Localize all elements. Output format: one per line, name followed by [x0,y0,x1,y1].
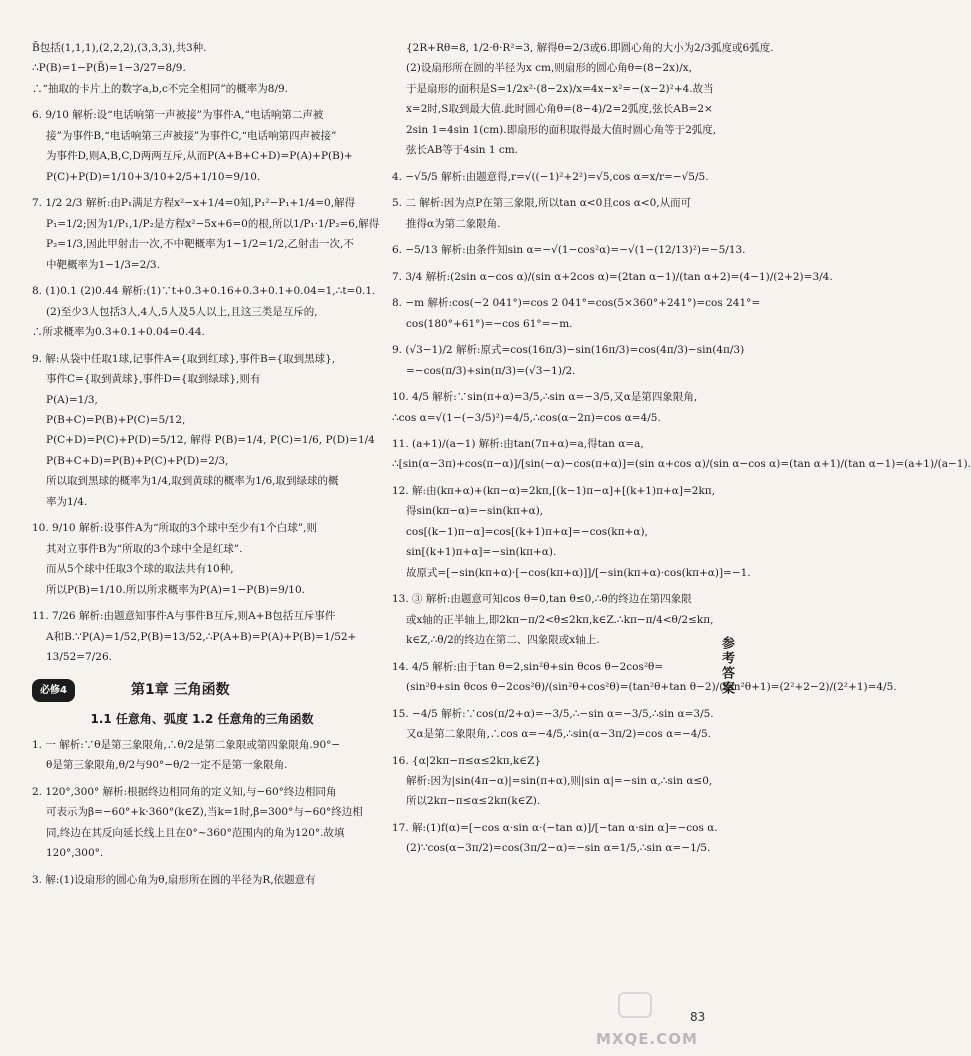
answer-line: 120°,300°. [46,847,104,860]
answer-line: 11. 7/26 解析:由题意知事件A与事件B互斥,则A+B包括互斥事件 [32,610,336,623]
answer-line: k∈Z,∴θ/2的终边在第二、四象限或x轴上. [406,634,600,647]
answer-line: ∴[sin(α−3π)+cos(π−α)]/[sin(−α)−cos(π+α)]=(sin α+cos α)/(sin α−cos α)=(tan α+1)/(tan α−1)=(a+1)/(a−1). [392,458,971,471]
watermark-logo-icon [618,992,652,1018]
answer-line: 16. {α|2kπ−π≤α≤2kπ,k∈Z} [392,754,542,767]
answer-line: P(A)=1/3, [46,393,98,406]
answer-line: P₁=1/2;因为1/P₁,1/P₂是方程x²−5x+6=0的根,所以1/P₁·1/P₂=6,解得 [46,217,380,230]
left-column [32,38,380,890]
answer-line: P(B+C)=P(B)+P(C)=5/12, [46,413,186,426]
answer-line: 10. 9/10 解析:设事件A为“所取的3个球中至少有1个白球”,则 [32,522,318,535]
answer-line: ∴P(B)=1−P(B̄)=1−3/27=8/9. [32,62,186,75]
answer-line: 又α是第二象限角,∴cos α=−4/5,∴sin(α−3π/2)=cos α=−4/5. [406,728,711,741]
answer-line: 8. (1)0.1 (2)0.44 解析:(1)∵t+0.3+0.16+0.3+0.1+0.04=1,∴t=0.1. [32,285,376,298]
answer-line: 6. 9/10 解析:设“电话响第一声被接”为事件A,“电话响第二声被 [32,109,324,122]
section-title: 1.1 任意角、弧度 1.2 任意角的三角函数 [90,711,314,726]
answer-line: 或x轴的正半轴上,即2kπ−π/2<θ≤2kπ,k∈Z.∴kπ−π/4<θ/2≤kπ, [406,613,714,626]
answer-line: 2sin 1=4sin 1(cm).即扇形的面积取得最大值时圆心角等于2弧度, [406,123,717,136]
answer-line: 11. (a+1)/(a−1) 解析:由tan(7π+α)=a,得tan α=a, [392,437,644,450]
answer-line: 同,终边在其反向延长线上且在0°~360°范围内的角为120°.故填 [46,826,345,839]
answer-line: 1. 一 解析:∵θ是第三象限角,∴θ/2是第二象限或第四象限角.90°− [32,738,341,751]
answer-line: (2)设扇形所在圆的半径为x cm,则扇形的圆心角θ=(8−2x)/x, [406,62,692,75]
answer-line: 而从5个球中任取3个球的取法共有10种, [46,563,234,576]
answer-line: 12. 解:由(kπ+α)+(kπ−α)=2kπ,[(k−1)π−α]+[(k+1)π+α]=2kπ, [392,484,716,497]
answer-line: 弦长AB等于4sin 1 cm. [406,144,519,157]
answer-line: 6. −5/13 解析:由条件知sin α=−√(1−cos²α)=−√(1−(12/13)²)=−5/13. [392,244,746,257]
answer-line: 故原式=[−sin(kπ+α)·[−cos(kπ+α)]]/[−sin(kπ+α)·cos(kπ+α)]=−1. [406,566,751,579]
answer-line: 于是扇形的面积是S=1/2x²·(8−2x)/x=4x−x²=−(x−2)²+4.故当 [406,82,714,95]
answer-line: 9. 解:从袋中任取1球,记事件A={取到红球},事件B={取到黑球}, [32,352,336,365]
answer-key-side-tab: 参考答案 [719,636,734,696]
page-number: 83 [690,1010,706,1024]
answer-line: (sin²θ+sin θcos θ−2cos²θ)/(sin²θ+cos²θ)=(tan²θ+tan θ−2)/(tan²θ+1)=(2²+2−2)/(2²+1)=4/5. [406,681,897,694]
answer-line: 可表示为β=−60°+k·360°(k∈Z),当k=1时,β=300°与−60°终边相 [46,806,363,819]
answer-line: θ是第三象限角,θ/2与90°−θ/2一定不是第一象限角. [46,759,288,772]
answer-line: 率为1/4. [46,495,88,508]
answer-line: x=2时,S取到最大值.此时圆心角θ=(8−4)/2=2弧度,弦长AB=2× [406,103,713,116]
answer-line: 8. −m 解析:cos(−2 041°)=cos 2 041°=cos(5×360°+241°)=cos 241°= [392,297,761,310]
answer-line: ∴“抽取的卡片上的数字a,b,c不完全相同”的概率为8/9. [32,82,289,95]
left-answer-lines [32,38,380,668]
answer-line: sin[(k+1)π+α]=−sin(kπ+α). [406,546,557,559]
left-answer-lines-chapter [32,735,372,890]
answer-line: 10. 4/5 解析:∵sin(π+α)=3/5,∴sin α=−3/5,又α是第四象限角, [392,391,698,404]
answer-line: 为事件D,则A,B,C,D两两互斥,从而P(A+B+C+D)=P(A)+P(B)+ [46,150,353,163]
answer-line: 7. 1/2 2/3 解析:由P₁满足方程x²−x+1/4=0知,P₁²−P₁+1/4=0,解得 [32,197,356,210]
answer-line: 7. 3/4 解析:(2sin α−cos α)/(sin α+2cos α)=(2tan α−1)/(tan α+2)=(4−1)/(2+2)=3/4. [392,270,833,283]
answer-line: 其对立事件B为“所取的3个球中全是红球”. [46,542,243,555]
answer-line: cos[(k−1)π−α]=cos[(k+1)π+α]=−cos(kπ+α), [406,525,648,538]
answer-line: 13. ③ 解析:由题意可知cos θ=0,tan θ≤0,∴θ的终边在第四象限 [392,593,692,606]
answer-line: ∴所求概率为0.3+0.1+0.04=0.44. [32,326,205,339]
answer-line: B̄包括(1,1,1),(2,2,2),(3,3,3),共3种. [32,42,207,54]
chapter-tag: 必修4 [32,679,75,703]
answer-line: 中靶概率为1−1/3=2/3. [46,258,160,271]
answer-line: 14. 4/5 解析:由于tan θ=2,sin²θ+sin θcos θ−2cos²θ= [392,660,664,673]
answer-line: 17. 解:(1)f(α)=[−cos α·sin α·(−tan α)]/[−tan α·sin α]=−cos α. [392,821,718,834]
answer-line: =−cos(π/3)+sin(π/3)=(√3−1)/2. [406,364,576,377]
answer-line: 15. −4/5 解析:∵cos(π/2+α)=−3/5,∴−sin α=−3/5,∴sin α=3/5. [392,707,714,720]
answer-line: 4. −√5/5 解析:由题意得,r=√((−1)²+2²)=√5,cos α=x/r=−√5/5. [392,170,709,183]
answer-line: P(C+D)=P(C)+P(D)=5/12, 解得 P(B)=1/4, P(C)=1/6, P(D)=1/4 [46,434,375,447]
answer-line: 9. (√3−1)/2 解析:原式=cos(16π/3)−sin(16π/3)=cos(4π/3)−sin(4π/3) [392,344,745,357]
answer-line: (2)∵cos(α−3π/2)=cos(3π/2−α)=−sin α=1/5,∴sin α=−1/5. [406,842,711,855]
answer-line: 3. 解:(1)设扇形的圆心角为θ,扇形所在圆的半径为R,依题意有 [32,873,316,886]
answer-line: 所以P(B)=1/10.所以所求概率为P(A)=1−P(B)=9/10. [46,583,305,596]
answer-line: ∴cos α=√(1−(−3/5)²)=4/5,∴cos(α−2π)=cos α=4/5. [392,411,661,424]
chapter-title: 第1章 三角函数 [130,681,230,698]
watermark: MXQE.COM [596,1030,698,1048]
answer-line: 接”为事件B,“电话响第三声被接”为事件C,“电话响第四声被接” [46,129,337,142]
answer-line: 解析:因为|sin(4π−α)|=sin(π+α),则|sin α|=−sin α,∴sin α≤0, [406,775,713,787]
answer-line: cos(180°+61°)=−cos 61°=−m. [406,317,573,330]
answer-line: {2R+Rθ=8, 1/2·θ·R²=3, 解得θ=2/3或6.即圆心角的大小为2/3弧度或6弧度. [406,42,774,54]
answer-line: P₂=1/3,因此甲射击一次,不中靶概率为1−1/2=1/2,乙射击一次,不 [46,238,354,251]
answer-line: 所以2kπ−π≤α≤2kπ(k∈Z). [406,795,541,808]
answer-line: 推得α为第二象限角. [406,217,501,230]
answer-line: 所以取到黑球的概率为1/4,取到黄球的概率为1/6,取到绿球的概 [46,475,339,488]
answer-line: 事件C={取到黄球},事件D={取到绿球},则有 [46,373,261,386]
chapter-header [32,678,372,704]
answer-line: (2)至少3人包括3人,4人,5人及5人以上,且这三类是互斥的, [46,305,318,318]
answer-line: P(C)+P(D)=1/10+3/10+2/5+1/10=9/10. [46,170,261,183]
answer-line: P(B+C+D)=P(B)+P(C)+P(D)=2/3, [46,454,229,467]
answer-line: A和B.∵P(A)=1/52,P(B)=13/52,∴P(A+B)=P(A)+P(B)=1/52+ [46,630,357,643]
answer-line: 2. 120°,300° 解析:根据终边相同角的定义知,与−60°终边相同角 [32,785,337,798]
answer-line: 得sin(kπ−α)=−sin(kπ+α), [406,505,544,518]
answer-line: 13/52=7/26. [46,651,112,664]
answer-line: 5. 二 解析:因为点P在第三象限,所以tan α<0且cos α<0,从而可 [392,197,692,210]
